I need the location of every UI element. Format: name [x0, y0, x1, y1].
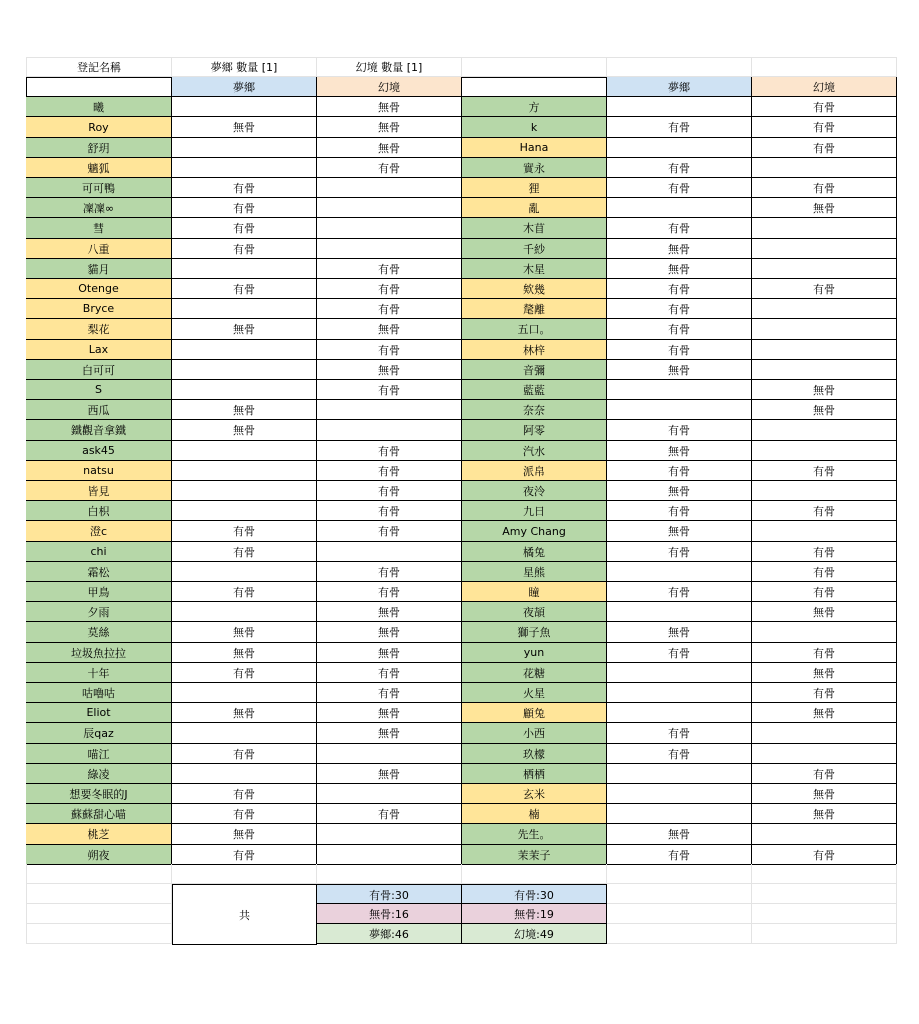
right-name-cell[interactable]: 花糖: [462, 663, 607, 683]
left-name-cell[interactable]: 彗: [26, 218, 172, 239]
right-fantasy-cell[interactable]: 有骨: [752, 764, 897, 784]
left-name-cell[interactable]: 魑狐: [26, 158, 172, 178]
left-fantasy-cell[interactable]: [317, 824, 462, 845]
right-fantasy-cell[interactable]: 有骨: [752, 461, 897, 481]
left-fantasy-cell[interactable]: [317, 744, 462, 764]
left-fantasy-cell[interactable]: 無骨: [317, 602, 462, 622]
left-fantasy-cell[interactable]: 無骨: [317, 117, 462, 138]
right-fantasy-cell[interactable]: [752, 481, 897, 501]
right-dream-cell[interactable]: 有骨: [607, 117, 752, 138]
left-name-cell[interactable]: S: [26, 380, 172, 400]
left-name-cell[interactable]: 西瓜: [26, 400, 172, 420]
right-fantasy-cell[interactable]: [752, 218, 897, 239]
right-name-cell[interactable]: 欸幾: [462, 279, 607, 299]
left-name-cell[interactable]: ask45: [26, 441, 172, 461]
left-dream-cell[interactable]: 有骨: [172, 744, 317, 764]
subheader-fantasy[interactable]: 幻境: [317, 77, 462, 97]
left-dream-cell[interactable]: 有骨: [172, 198, 317, 218]
left-name-cell[interactable]: 莫絲: [26, 622, 172, 643]
right-name-cell[interactable]: 亂: [462, 198, 607, 218]
left-fantasy-cell[interactable]: [317, 400, 462, 420]
left-fantasy-cell[interactable]: 有骨: [317, 340, 462, 360]
left-name-cell[interactable]: Lax: [26, 340, 172, 360]
right-name-cell[interactable]: 九日: [462, 501, 607, 521]
left-dream-cell[interactable]: [172, 138, 317, 158]
right-fantasy-cell[interactable]: [752, 259, 897, 279]
left-dream-cell[interactable]: 有骨: [172, 239, 317, 259]
left-fantasy-cell[interactable]: [317, 420, 462, 441]
left-dream-cell[interactable]: 無骨: [172, 117, 317, 138]
summary-fantasy-1[interactable]: 無骨:19: [461, 903, 607, 924]
right-name-cell[interactable]: 玖檬: [462, 744, 607, 764]
grid-cell[interactable]: [26, 924, 172, 944]
left-fantasy-cell[interactable]: 有骨: [317, 683, 462, 703]
left-dream-cell[interactable]: 有骨: [172, 663, 317, 683]
left-dream-cell[interactable]: 無骨: [172, 643, 317, 663]
right-name-cell[interactable]: 千紗: [462, 239, 607, 259]
right-fantasy-cell[interactable]: [752, 441, 897, 461]
header-empty-cell[interactable]: [607, 57, 752, 77]
right-name-cell[interactable]: 氂離: [462, 299, 607, 319]
right-name-cell[interactable]: Amy Chang: [462, 521, 607, 542]
summary-dream-0[interactable]: 有骨:30: [316, 884, 462, 905]
right-fantasy-cell[interactable]: 有骨: [752, 542, 897, 562]
right-name-cell[interactable]: 獅子魚: [462, 622, 607, 643]
right-dream-cell[interactable]: [607, 138, 752, 158]
grid-cell[interactable]: [172, 864, 317, 884]
right-fantasy-cell[interactable]: 無骨: [752, 380, 897, 400]
right-name-cell[interactable]: 方: [462, 97, 607, 117]
left-fantasy-cell[interactable]: 有骨: [317, 461, 462, 481]
right-fantasy-cell[interactable]: 有骨: [752, 117, 897, 138]
left-dream-cell[interactable]: [172, 562, 317, 582]
right-dream-cell[interactable]: 有骨: [607, 542, 752, 562]
left-dream-cell[interactable]: [172, 340, 317, 360]
right-dream-cell[interactable]: 無骨: [607, 824, 752, 845]
subheader-empty[interactable]: [462, 77, 607, 97]
right-dream-cell[interactable]: [607, 764, 752, 784]
left-fantasy-cell[interactable]: 有骨: [317, 279, 462, 299]
right-fantasy-cell[interactable]: [752, 299, 897, 319]
left-name-cell[interactable]: 梨花: [26, 319, 172, 340]
left-dream-cell[interactable]: [172, 441, 317, 461]
right-fantasy-cell[interactable]: 有骨: [752, 501, 897, 521]
left-dream-cell[interactable]: 無骨: [172, 400, 317, 420]
left-dream-cell[interactable]: [172, 97, 317, 117]
right-fantasy-cell[interactable]: 有骨: [752, 178, 897, 198]
left-name-cell[interactable]: 綠凌: [26, 764, 172, 784]
right-dream-cell[interactable]: [607, 400, 752, 420]
summary-label[interactable]: 共: [172, 884, 317, 945]
left-name-cell[interactable]: Bryce: [26, 299, 172, 319]
left-name-cell[interactable]: 凜凜∞: [26, 198, 172, 218]
right-dream-cell[interactable]: [607, 562, 752, 582]
grid-cell[interactable]: [607, 904, 752, 924]
right-fantasy-cell[interactable]: 無骨: [752, 400, 897, 420]
right-dream-cell[interactable]: 有骨: [607, 218, 752, 239]
left-fantasy-cell[interactable]: 有骨: [317, 501, 462, 521]
left-name-cell[interactable]: Otenge: [26, 279, 172, 299]
left-name-cell[interactable]: 白枳: [26, 501, 172, 521]
grid-cell[interactable]: [607, 864, 752, 884]
left-name-cell[interactable]: chi: [26, 542, 172, 562]
right-dream-cell[interactable]: 無骨: [607, 360, 752, 380]
left-dream-cell[interactable]: 有骨: [172, 521, 317, 542]
right-dream-cell[interactable]: 有骨: [607, 340, 752, 360]
right-name-cell[interactable]: 奈奈: [462, 400, 607, 420]
left-dream-cell[interactable]: [172, 259, 317, 279]
grid-cell[interactable]: [26, 884, 172, 904]
subheader-dream[interactable]: 夢鄉: [607, 77, 752, 97]
right-fantasy-cell[interactable]: [752, 420, 897, 441]
grid-cell[interactable]: [26, 904, 172, 924]
right-name-cell[interactable]: 派帛: [462, 461, 607, 481]
right-name-cell[interactable]: 夜頡: [462, 602, 607, 622]
right-dream-cell[interactable]: 有骨: [607, 723, 752, 744]
left-dream-cell[interactable]: [172, 158, 317, 178]
right-dream-cell[interactable]: [607, 602, 752, 622]
right-dream-cell[interactable]: [607, 198, 752, 218]
left-dream-cell[interactable]: 有骨: [172, 178, 317, 198]
grid-cell[interactable]: [26, 864, 172, 884]
right-name-cell[interactable]: 汽水: [462, 441, 607, 461]
left-dream-cell[interactable]: [172, 481, 317, 501]
header-name-col[interactable]: 登記名稱: [26, 57, 172, 77]
right-name-cell[interactable]: 顧兔: [462, 703, 607, 723]
left-fantasy-cell[interactable]: 有骨: [317, 259, 462, 279]
right-dream-cell[interactable]: [607, 784, 752, 804]
left-name-cell[interactable]: 八重: [26, 239, 172, 259]
left-dream-cell[interactable]: 無骨: [172, 420, 317, 441]
header-empty-cell[interactable]: [752, 57, 897, 77]
right-fantasy-cell[interactable]: [752, 158, 897, 178]
left-dream-cell[interactable]: [172, 501, 317, 521]
left-dream-cell[interactable]: 有骨: [172, 804, 317, 824]
right-name-cell[interactable]: Hana: [462, 138, 607, 158]
right-name-cell[interactable]: 瞳: [462, 582, 607, 602]
right-dream-cell[interactable]: [607, 804, 752, 824]
left-fantasy-cell[interactable]: 無骨: [317, 703, 462, 723]
right-dream-cell[interactable]: 有骨: [607, 158, 752, 178]
left-fantasy-cell[interactable]: 有骨: [317, 521, 462, 542]
left-dream-cell[interactable]: [172, 683, 317, 703]
left-dream-cell[interactable]: [172, 764, 317, 784]
left-fantasy-cell[interactable]: 有骨: [317, 481, 462, 501]
left-name-cell[interactable]: 夕雨: [26, 602, 172, 622]
right-name-cell[interactable]: 音彌: [462, 360, 607, 380]
left-fantasy-cell[interactable]: 無骨: [317, 97, 462, 117]
right-name-cell[interactable]: 楠: [462, 804, 607, 824]
right-dream-cell[interactable]: 無骨: [607, 259, 752, 279]
right-name-cell[interactable]: 玄米: [462, 784, 607, 804]
right-fantasy-cell[interactable]: 無骨: [752, 602, 897, 622]
right-fantasy-cell[interactable]: 有骨: [752, 643, 897, 663]
left-fantasy-cell[interactable]: 無骨: [317, 360, 462, 380]
right-name-cell[interactable]: 先生。: [462, 824, 607, 845]
left-fantasy-cell[interactable]: 有骨: [317, 582, 462, 602]
left-dream-cell[interactable]: [172, 723, 317, 744]
right-dream-cell[interactable]: 無骨: [607, 481, 752, 501]
subheader-fantasy[interactable]: 幻境: [752, 77, 897, 97]
grid-cell[interactable]: [462, 864, 607, 884]
left-name-cell[interactable]: 霜松: [26, 562, 172, 582]
left-fantasy-cell[interactable]: [317, 784, 462, 804]
right-dream-cell[interactable]: 有骨: [607, 643, 752, 663]
right-name-cell[interactable]: 林梓: [462, 340, 607, 360]
right-name-cell[interactable]: 栖栖: [462, 764, 607, 784]
right-name-cell[interactable]: 夜泠: [462, 481, 607, 501]
right-fantasy-cell[interactable]: 無骨: [752, 703, 897, 723]
left-fantasy-cell[interactable]: 無骨: [317, 622, 462, 643]
left-fantasy-cell[interactable]: 有骨: [317, 380, 462, 400]
right-name-cell[interactable]: 小西: [462, 723, 607, 744]
right-dream-cell[interactable]: 無骨: [607, 521, 752, 542]
left-name-cell[interactable]: 桃芝: [26, 824, 172, 845]
left-dream-cell[interactable]: 有骨: [172, 784, 317, 804]
left-dream-cell[interactable]: 有骨: [172, 542, 317, 562]
left-dream-cell[interactable]: [172, 299, 317, 319]
right-fantasy-cell[interactable]: 無骨: [752, 198, 897, 218]
left-fantasy-cell[interactable]: [317, 178, 462, 198]
right-name-cell[interactable]: k: [462, 117, 607, 138]
left-name-cell[interactable]: 鐵觀音拿鐵: [26, 420, 172, 441]
right-fantasy-cell[interactable]: [752, 340, 897, 360]
left-fantasy-cell[interactable]: 有骨: [317, 299, 462, 319]
right-fantasy-cell[interactable]: [752, 319, 897, 340]
summary-dream-1[interactable]: 無骨:16: [316, 903, 462, 924]
header-fantasy-count[interactable]: 幻境 數量 [1]: [317, 57, 462, 77]
subheader-dream[interactable]: 夢鄉: [172, 77, 317, 97]
left-name-cell[interactable]: Roy: [26, 117, 172, 138]
right-fantasy-cell[interactable]: [752, 239, 897, 259]
right-fantasy-cell[interactable]: [752, 744, 897, 764]
left-name-cell[interactable]: 皆見: [26, 481, 172, 501]
left-fantasy-cell[interactable]: 有骨: [317, 804, 462, 824]
right-dream-cell[interactable]: 無骨: [607, 239, 752, 259]
right-dream-cell[interactable]: 有骨: [607, 178, 752, 198]
right-fantasy-cell[interactable]: [752, 824, 897, 845]
right-dream-cell[interactable]: 有骨: [607, 319, 752, 340]
left-name-cell[interactable]: 十年: [26, 663, 172, 683]
right-fantasy-cell[interactable]: 有骨: [752, 845, 897, 865]
right-fantasy-cell[interactable]: 有骨: [752, 683, 897, 703]
right-dream-cell[interactable]: [607, 703, 752, 723]
right-dream-cell[interactable]: [607, 97, 752, 117]
left-dream-cell[interactable]: 有骨: [172, 218, 317, 239]
subheader-empty[interactable]: [26, 77, 172, 97]
left-dream-cell[interactable]: 有骨: [172, 845, 317, 865]
header-empty-cell[interactable]: [462, 57, 607, 77]
right-fantasy-cell[interactable]: 無骨: [752, 784, 897, 804]
left-dream-cell[interactable]: [172, 602, 317, 622]
grid-cell[interactable]: [752, 904, 897, 924]
right-dream-cell[interactable]: 有骨: [607, 582, 752, 602]
right-fantasy-cell[interactable]: 無骨: [752, 804, 897, 824]
left-name-cell[interactable]: natsu: [26, 461, 172, 481]
left-name-cell[interactable]: Eliot: [26, 703, 172, 723]
left-dream-cell[interactable]: [172, 360, 317, 380]
left-fantasy-cell[interactable]: [317, 239, 462, 259]
left-dream-cell[interactable]: 無骨: [172, 703, 317, 723]
right-fantasy-cell[interactable]: 有骨: [752, 582, 897, 602]
left-dream-cell[interactable]: [172, 380, 317, 400]
grid-cell[interactable]: [752, 924, 897, 944]
left-fantasy-cell[interactable]: 無骨: [317, 138, 462, 158]
grid-cell[interactable]: [752, 884, 897, 904]
left-fantasy-cell[interactable]: [317, 845, 462, 865]
right-fantasy-cell[interactable]: [752, 622, 897, 643]
left-dream-cell[interactable]: 無骨: [172, 622, 317, 643]
summary-fantasy-0[interactable]: 有骨:30: [461, 884, 607, 905]
left-dream-cell[interactable]: 無骨: [172, 319, 317, 340]
right-dream-cell[interactable]: 有骨: [607, 279, 752, 299]
left-name-cell[interactable]: 想要冬眠的J: [26, 784, 172, 804]
right-fantasy-cell[interactable]: 無骨: [752, 663, 897, 683]
right-name-cell[interactable]: yun: [462, 643, 607, 663]
header-dream-count[interactable]: 夢鄉 數量 [1]: [172, 57, 317, 77]
right-name-cell[interactable]: 實永: [462, 158, 607, 178]
right-dream-cell[interactable]: [607, 663, 752, 683]
left-name-cell[interactable]: 辰qaz: [26, 723, 172, 744]
left-name-cell[interactable]: 曦: [26, 97, 172, 117]
left-dream-cell[interactable]: 有骨: [172, 582, 317, 602]
right-fantasy-cell[interactable]: [752, 521, 897, 542]
left-fantasy-cell[interactable]: 有骨: [317, 158, 462, 178]
right-name-cell[interactable]: 星熊: [462, 562, 607, 582]
left-fantasy-cell[interactable]: [317, 218, 462, 239]
left-name-cell[interactable]: 咕嚕咕: [26, 683, 172, 703]
left-fantasy-cell[interactable]: [317, 198, 462, 218]
right-name-cell[interactable]: 狸: [462, 178, 607, 198]
left-fantasy-cell[interactable]: 有骨: [317, 441, 462, 461]
left-fantasy-cell[interactable]: 有骨: [317, 562, 462, 582]
right-dream-cell[interactable]: 有骨: [607, 501, 752, 521]
summary-fantasy-2[interactable]: 幻境:49: [461, 923, 607, 944]
right-dream-cell[interactable]: 無骨: [607, 441, 752, 461]
left-name-cell[interactable]: 舒玥: [26, 138, 172, 158]
left-name-cell[interactable]: 垃圾魚拉拉: [26, 643, 172, 663]
left-name-cell[interactable]: 喵江: [26, 744, 172, 764]
right-name-cell[interactable]: 火星: [462, 683, 607, 703]
grid-cell[interactable]: [607, 924, 752, 944]
left-name-cell[interactable]: 蘇蘇甜心喵: [26, 804, 172, 824]
left-dream-cell[interactable]: 有骨: [172, 279, 317, 299]
left-fantasy-cell[interactable]: 無骨: [317, 319, 462, 340]
right-fantasy-cell[interactable]: 有骨: [752, 279, 897, 299]
grid-cell[interactable]: [607, 884, 752, 904]
left-name-cell[interactable]: 澄c: [26, 521, 172, 542]
right-dream-cell[interactable]: 有骨: [607, 299, 752, 319]
right-dream-cell[interactable]: 有骨: [607, 461, 752, 481]
grid-cell[interactable]: [752, 864, 897, 884]
right-dream-cell[interactable]: 無骨: [607, 622, 752, 643]
right-fantasy-cell[interactable]: [752, 360, 897, 380]
left-name-cell[interactable]: 甲鳥: [26, 582, 172, 602]
grid-cell[interactable]: [317, 864, 462, 884]
left-name-cell[interactable]: 貓月: [26, 259, 172, 279]
right-dream-cell[interactable]: 有骨: [607, 845, 752, 865]
right-name-cell[interactable]: 橘兔: [462, 542, 607, 562]
left-name-cell[interactable]: 朔夜: [26, 845, 172, 865]
right-fantasy-cell[interactable]: 有骨: [752, 562, 897, 582]
left-fantasy-cell[interactable]: 無骨: [317, 723, 462, 744]
right-fantasy-cell[interactable]: 有骨: [752, 138, 897, 158]
summary-dream-2[interactable]: 夢鄉:46: [316, 923, 462, 944]
left-name-cell[interactable]: 白可可: [26, 360, 172, 380]
right-fantasy-cell[interactable]: 有骨: [752, 97, 897, 117]
left-fantasy-cell[interactable]: 無骨: [317, 764, 462, 784]
right-dream-cell[interactable]: [607, 380, 752, 400]
left-name-cell[interactable]: 可可鴨: [26, 178, 172, 198]
right-name-cell[interactable]: 阿零: [462, 420, 607, 441]
right-name-cell[interactable]: 茉茉子: [462, 845, 607, 865]
left-fantasy-cell[interactable]: 無骨: [317, 643, 462, 663]
right-fantasy-cell[interactable]: [752, 723, 897, 744]
left-dream-cell[interactable]: [172, 461, 317, 481]
left-fantasy-cell[interactable]: 有骨: [317, 663, 462, 683]
right-dream-cell[interactable]: [607, 683, 752, 703]
right-name-cell[interactable]: 五口。: [462, 319, 607, 340]
right-dream-cell[interactable]: 有骨: [607, 420, 752, 441]
left-dream-cell[interactable]: 無骨: [172, 824, 317, 845]
left-fantasy-cell[interactable]: [317, 542, 462, 562]
right-name-cell[interactable]: 木苜: [462, 218, 607, 239]
right-dream-cell[interactable]: 有骨: [607, 744, 752, 764]
right-name-cell[interactable]: 藍藍: [462, 380, 607, 400]
right-name-cell[interactable]: 木星: [462, 259, 607, 279]
